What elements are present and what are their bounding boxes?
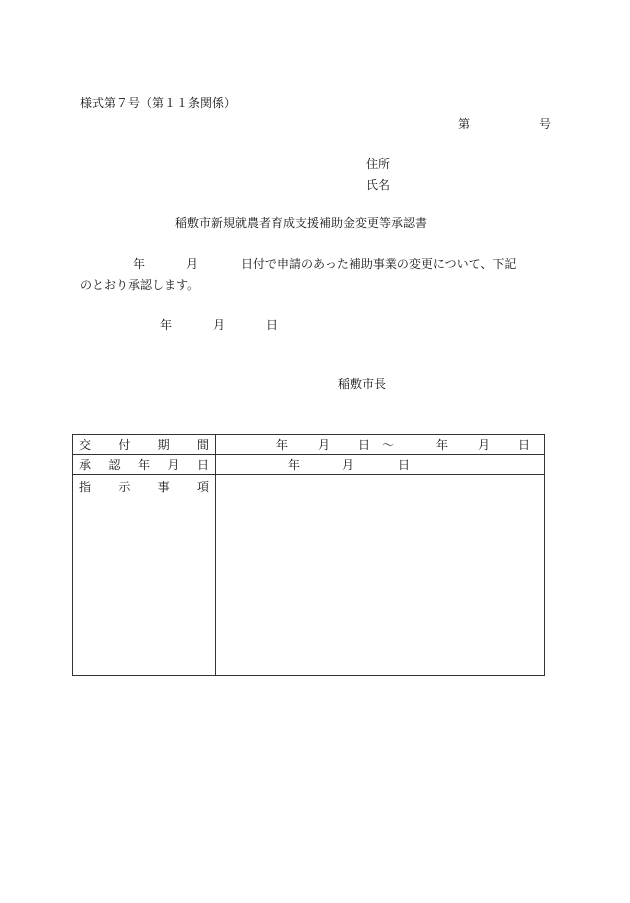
approval-month: 月 [342, 458, 355, 472]
instructions-content [216, 475, 545, 676]
approval-date-label [73, 455, 216, 475]
grant-period-value [216, 435, 545, 455]
label-char: 年 [137, 458, 150, 472]
approval-year: 年 [288, 458, 301, 472]
issuer: 稲敷市長 [338, 377, 387, 391]
instructions-label [73, 475, 216, 676]
grant-period-row [73, 435, 545, 455]
issue-day: 日 [266, 318, 279, 332]
body-year: 年 [133, 257, 146, 271]
document-title: 稲敷市新規就農者育成支援補助金変更等承認書 [175, 216, 428, 230]
grant-start-year: 年 [276, 438, 289, 452]
doc-number-dai: 第 [458, 117, 471, 131]
body-line1: 日付で申請のあった補助事業の変更について、下記 [241, 257, 517, 271]
doc-number-go: 号 [539, 117, 552, 131]
label-char: 事 [157, 480, 170, 494]
approval-day: 日 [398, 458, 411, 472]
approval-date-value [216, 455, 545, 475]
name-label: 氏名 [366, 178, 391, 192]
label-char: 示 [118, 480, 131, 494]
label-char: 付 [118, 438, 131, 452]
approval-date-row [73, 455, 545, 475]
body-line2: のとおり承認します。 [80, 278, 200, 292]
grant-start-day: 日 [358, 438, 371, 452]
grant-end-year: 年 [436, 438, 449, 452]
label-char: 承 [79, 458, 92, 472]
form-number: 様式第７号（第１１条関係） [80, 96, 237, 110]
issue-month: 月 [213, 318, 226, 332]
address-label: 住所 [366, 157, 391, 171]
label-char: 項 [196, 480, 209, 494]
label-char: 指 [79, 480, 92, 494]
grant-end-month: 月 [478, 438, 491, 452]
issue-year: 年 [160, 318, 173, 332]
label-char: 認 [108, 458, 121, 472]
instructions-row [73, 475, 545, 676]
label-char: 月 [167, 458, 180, 472]
grant-end-day: 日 [518, 438, 531, 452]
label-char: 交 [79, 438, 92, 452]
label-char: 日 [196, 458, 209, 472]
approval-table [72, 434, 545, 676]
grant-start-month: 月 [318, 438, 331, 452]
grant-tilde: ～ [382, 438, 395, 452]
body-month: 月 [186, 257, 199, 271]
label-char: 期 [157, 438, 170, 452]
label-char: 間 [196, 438, 209, 452]
grant-period-label [73, 435, 216, 455]
